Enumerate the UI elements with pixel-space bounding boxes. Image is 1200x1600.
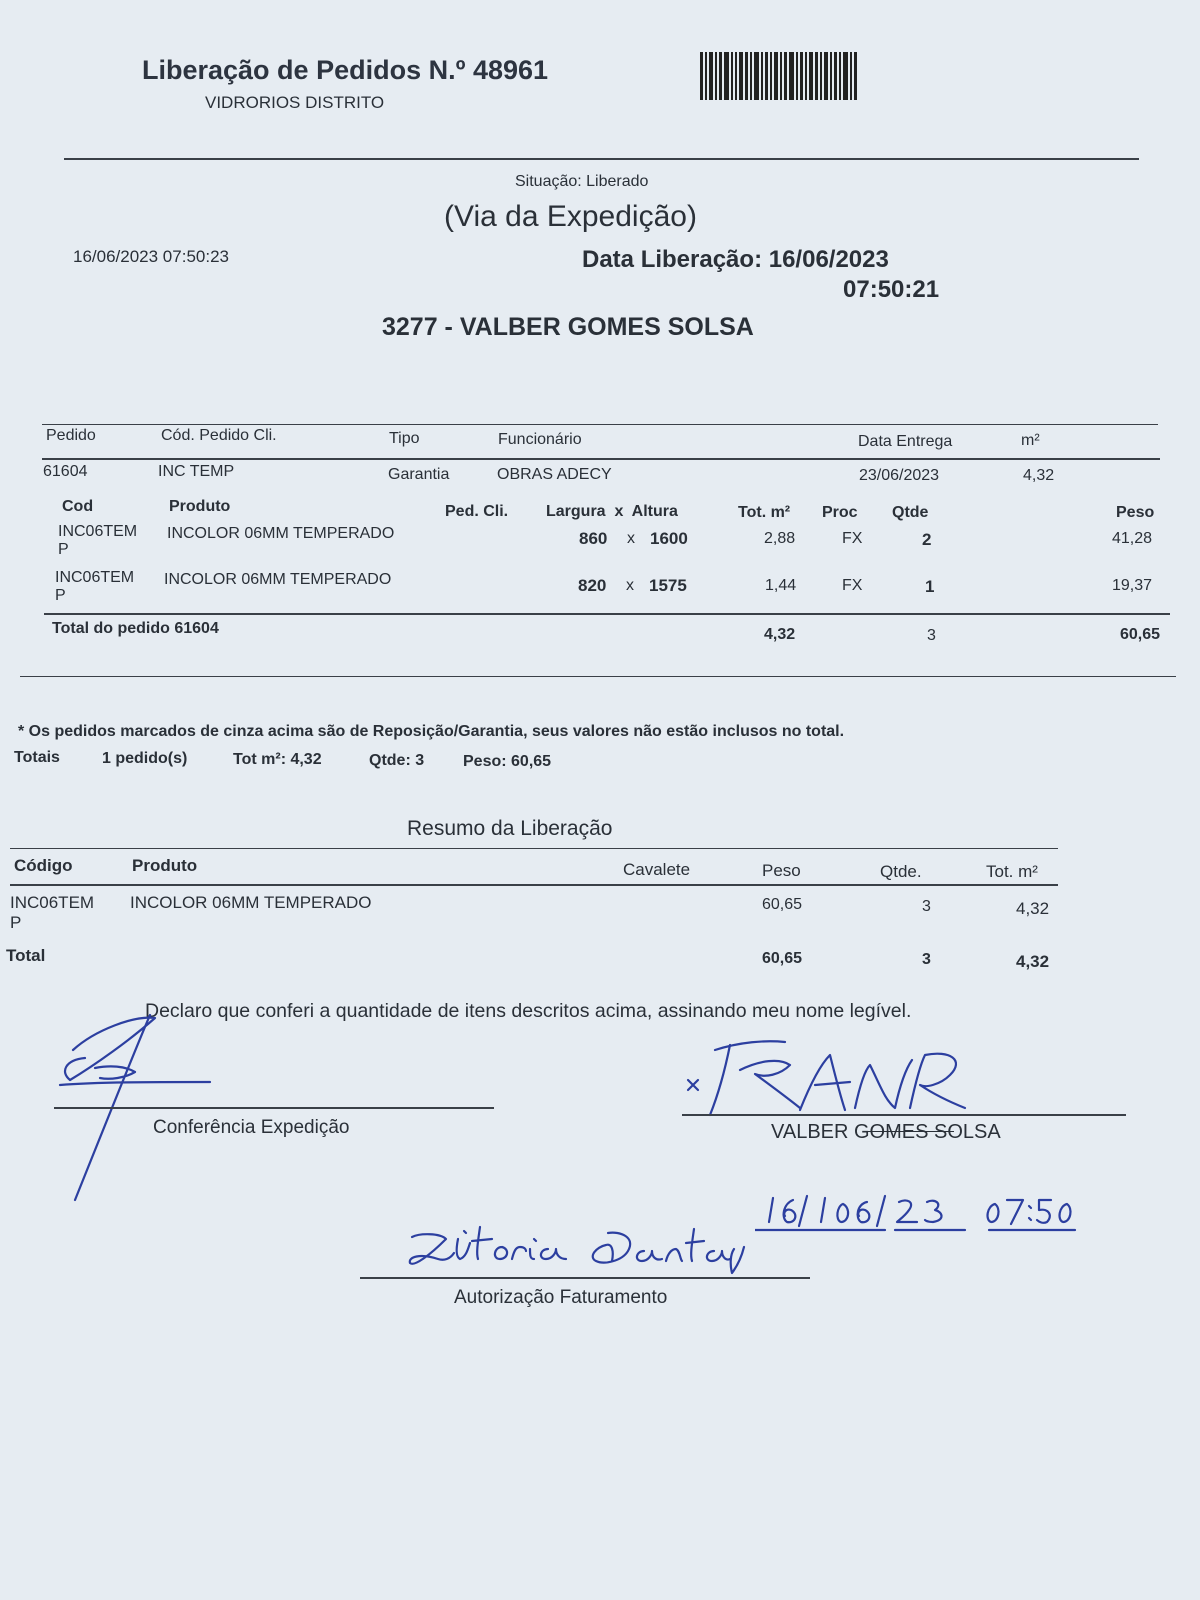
col-data-entrega: Data Entrega (858, 433, 953, 450)
totais-tot-m2: Tot m²: 4,32 (233, 751, 322, 768)
resumo-total-qtde: 3 (922, 951, 931, 968)
print-datetime: 16/06/2023 07:50:23 (73, 247, 229, 266)
company-name: VIDRORIOS DISTRITO (205, 93, 385, 112)
cliente-signature-label: VALBER GOMES SOLSA (771, 1121, 1001, 1143)
resumo-top-rule (10, 848, 1058, 849)
data-liberacao-time: 07:50:21 (843, 276, 940, 303)
item-1-cod-line1: INC06TEM (58, 523, 138, 540)
resumo-tot-m2: 4,32 (1016, 899, 1050, 918)
item-col-qtde: Qtde (892, 504, 929, 521)
item-col-largura-altura: Largura x Altura (546, 503, 678, 520)
pedido-number: 61604 (43, 463, 88, 480)
item-1-altura: 1600 (650, 529, 688, 548)
resumo-col-tot-m2: Tot. m² (986, 862, 1038, 881)
item-col-peso: Peso (1116, 504, 1155, 521)
item-2-x: x (626, 577, 634, 594)
col-m2: m² (1021, 432, 1040, 449)
resumo-codigo-line1: INC06TEM (10, 893, 95, 912)
totais-pedidos: 1 pedido(s) (102, 750, 188, 767)
resumo-peso: 60,65 (762, 896, 803, 913)
declaracao-text: Declaro que conferi a quantidade de itens descritos acima, assinando meu nome legível. (145, 1000, 912, 1022)
item-2-largura: 820 (578, 576, 607, 595)
resumo-col-cavalete: Cavalete (623, 860, 691, 879)
strike-mark (864, 1131, 954, 1132)
item-1-cod-line2: P (58, 541, 69, 558)
table-header-rule (42, 458, 1160, 460)
cod-pedido-cli: INC TEMP (158, 463, 235, 480)
conferencia-label: Conferência Expedição (153, 1117, 350, 1138)
item-2-proc: FX (842, 577, 863, 594)
item-2-cod-line1: INC06TEM (55, 569, 135, 586)
item-2-qtde: 1 (925, 577, 935, 596)
cliente-line (682, 1114, 1126, 1116)
data-entrega-value: 23/06/2023 (859, 467, 940, 484)
resumo-total-label: Total (6, 946, 46, 965)
resumo-qtde: 3 (922, 898, 931, 915)
resumo-col-qtde: Qtde. (880, 862, 922, 881)
autorizacao-line (360, 1277, 810, 1279)
autorizacao-signature (400, 1215, 750, 1285)
item-2-peso: 19,37 (1112, 577, 1153, 594)
item-col-proc: Proc (822, 504, 858, 521)
document-title: Liberação de Pedidos N.º 48961 (142, 55, 549, 85)
conferencia-line (54, 1107, 494, 1109)
cliente-name: 3277 - VALBER GOMES SOLSA (382, 313, 754, 341)
header-divider (64, 158, 1139, 160)
barcode (700, 52, 890, 100)
item-1-produto: INCOLOR 06MM TEMPERADO (167, 525, 395, 542)
item-1-peso: 41,28 (1112, 530, 1153, 547)
resumo-header-rule (10, 884, 1058, 886)
garantia-note: * Os pedidos marcados de cinza acima são de Reposição/Garantia, seus valores não estão inclusos no total. (18, 723, 845, 740)
item-1-proc: FX (842, 530, 863, 547)
via-expedicao: (Via da Expedição) (444, 200, 697, 233)
totais-label: Totais (14, 749, 60, 766)
funcionario-value: OBRAS ADECY (497, 466, 612, 483)
item-2-produto: INCOLOR 06MM TEMPERADO (164, 571, 392, 588)
conferencia-signature (55, 1010, 230, 1210)
situacao: Situação: Liberado (515, 173, 649, 190)
resumo-produto: INCOLOR 06MM TEMPERADO (130, 893, 372, 912)
item-2-cod-line2: P (55, 587, 66, 604)
total-rule (44, 613, 1170, 615)
section-divider (20, 676, 1176, 677)
totais-qtde: Qtde: 3 (369, 752, 425, 769)
resumo-codigo-line2: P (10, 913, 22, 932)
col-pedido: Pedido (46, 427, 96, 444)
total-pedido-label: Total do pedido 61604 (52, 620, 219, 637)
item-col-ped-cli: Ped. Cli. (445, 503, 509, 520)
handwritten-date (755, 1190, 1085, 1240)
resumo-col-codigo: Código (14, 856, 73, 875)
col-tipo: Tipo (389, 430, 420, 447)
data-liberacao: Data Liberação: 16/06/2023 (582, 246, 889, 273)
resumo-col-peso: Peso (762, 861, 801, 880)
autorizacao-label: Autorização Faturamento (454, 1287, 668, 1308)
resumo-col-produto: Produto (132, 856, 198, 875)
table-top-rule (42, 424, 1158, 425)
item-col-tot-m2: Tot. m² (738, 504, 791, 521)
item-2-tot-m2: 1,44 (765, 577, 797, 594)
total-pedido-qtde: 3 (927, 627, 936, 644)
totais-peso: Peso: 60,65 (463, 753, 552, 770)
col-funcionario: Funcionário (498, 431, 582, 448)
item-1-qtde: 2 (922, 530, 932, 549)
item-col-produto: Produto (169, 498, 231, 515)
item-1-tot-m2: 2,88 (764, 530, 796, 547)
item-col-cod: Cod (62, 498, 94, 515)
cliente-signature (680, 1030, 980, 1120)
resumo-total-tot-m2: 4,32 (1016, 952, 1050, 971)
item-2-altura: 1575 (649, 576, 687, 595)
item-1-largura: 860 (579, 529, 608, 548)
resumo-total-peso: 60,65 (762, 950, 803, 967)
total-pedido-tot-m2: 4,32 (764, 626, 796, 643)
col-cod-pedido-cli: Cód. Pedido Cli. (161, 427, 277, 444)
tipo-value: Garantia (388, 466, 450, 483)
item-1-x: x (627, 530, 635, 547)
m2-value: 4,32 (1023, 467, 1055, 484)
resumo-title: Resumo da Liberação (407, 817, 613, 840)
total-pedido-peso: 60,65 (1120, 626, 1161, 643)
